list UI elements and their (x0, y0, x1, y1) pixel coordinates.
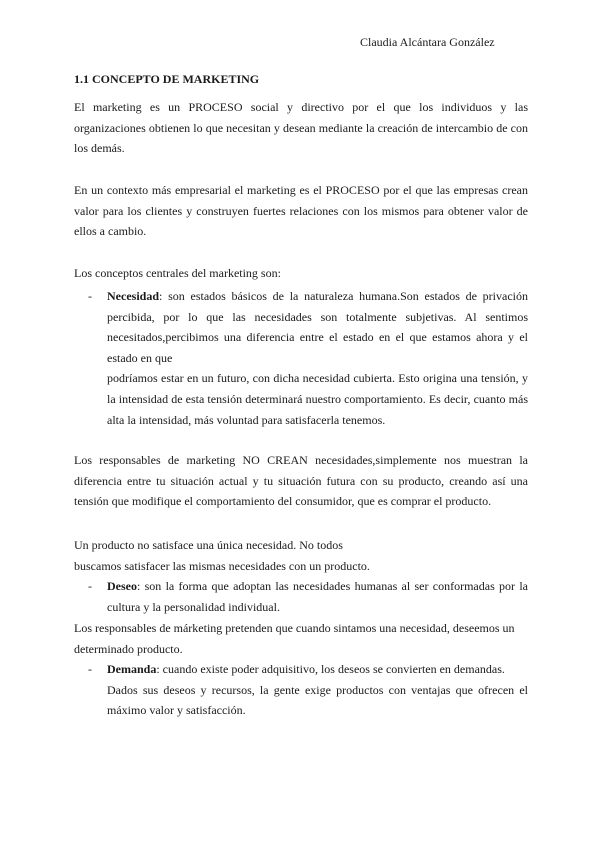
term-deseo: Deseo (107, 579, 137, 593)
bullet-demanda-text: : cuando existe poder adquisitivo, los deseos se convierten en demandas. (156, 662, 505, 676)
paragraph-responsables: Los responsables de marketing NO CREAN necesidades,simplemente nos muestran la diferencia entre tu situación actual y tu situación futura con su producto, creando así una tensión que modifique el comportamiento del consumidor, que es comprar el producto. (74, 453, 528, 509)
paragraph-producto (74, 535, 528, 576)
bullet-dash: - (88, 662, 92, 676)
bullet-necesidad (74, 286, 528, 430)
bullet-deseo (74, 576, 528, 617)
bullet-necesidad-text: : son estados básicos de la naturaleza humana.Son estados de privación percibida, por lo que las necesidades son totalmente subjetivas. Al sentimos necesitados,percibimos una diferencia entre el estado en el que estamos ahora y el estado en que (107, 289, 528, 365)
paragraph-core-concepts-intro: Los conceptos centrales del marketing son: (74, 266, 281, 280)
bullet-dash: - (88, 579, 92, 593)
bullet-dash: - (88, 289, 92, 303)
paragraph-definition: El marketing es un PROCESO social y directivo por el que los individuos y las organizaciones obtienen lo que necesitan y desean mediante la creación de intercambio de con los demás. (74, 100, 528, 156)
paragraph-business-context: En un contexto más empresarial el marketing es el PROCESO por el que las empresas crean valor para los clientes y construyen fuertes relaciones con los mismos para obtener valor de ellos a cambio. (74, 183, 528, 239)
paragraph-producto-line1: Un producto no satisface una única necesidad. No todos (74, 538, 343, 552)
bullet-demanda (74, 659, 528, 721)
bullet-deseo-text: : son la forma que adoptan las necesidades humanas al ser conformadas por la cultura y la personalidad individual. (107, 579, 528, 614)
term-demanda: Demanda (107, 662, 157, 676)
bullet-demanda-text-continued: Dados sus deseos y recursos, la gente exige productos con ventajas que ofrecen el máximo valor y satisfacción. (107, 682, 528, 718)
paragraph-marketing-desire: Los responsables de márketing pretenden que cuando sintamos una necesidad, deseemos un determinado producto. (74, 621, 515, 656)
author-header: Claudia Alcántara González (360, 35, 495, 49)
section-title: 1.1 CONCEPTO DE MARKETING (74, 72, 260, 86)
term-necesidad: Necesidad (107, 289, 159, 303)
paragraph-producto-line2: buscamos satisfacer las mismas necesidades con un producto. (74, 558, 370, 573)
bullet-necesidad-text-continued: podríamos estar en un futuro, con dicha necesidad cubierta. Esto origina una tensión, y la intensidad de esta tensión determinará nuestro comportamiento. Es decir, cuanto más alta la intensidad, más voluntad para satisfacerla tenemos. (107, 371, 528, 427)
